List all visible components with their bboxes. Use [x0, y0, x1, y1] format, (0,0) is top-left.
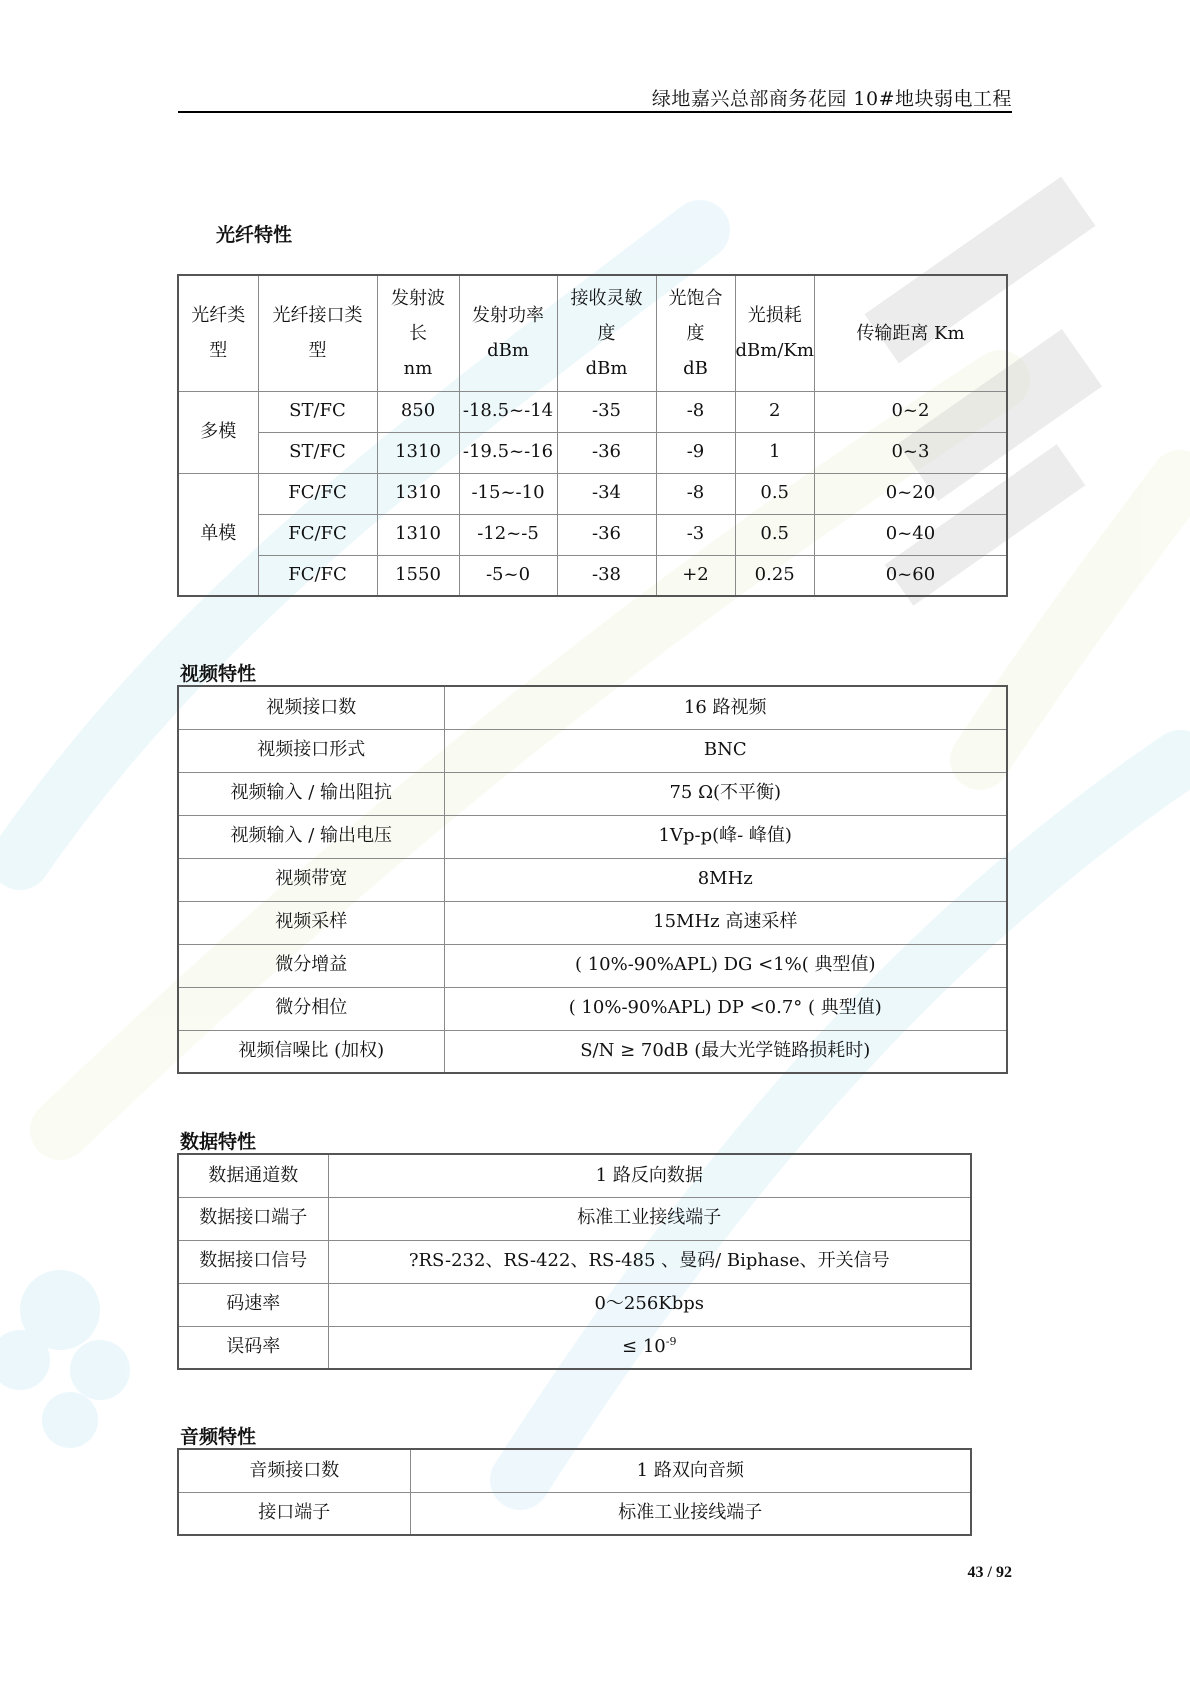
fiber-header-line: 光纤接口类: [272, 305, 363, 327]
fiber-header-line: 传输距离 Km: [856, 322, 965, 344]
fiber-value-cell: -12~-5: [459, 514, 557, 555]
spec-value-cell: 16 路视频: [444, 686, 1007, 729]
spec-value-cell: 1 路反向数据: [328, 1154, 971, 1197]
fiber-type-cell: 单模: [178, 473, 258, 596]
fiber-header-row: [178, 275, 1007, 391]
spec-label-cell: 视频输入 / 输出电压: [178, 815, 444, 858]
table-row: [178, 1030, 1007, 1073]
fiber-value-cell: -19.5~-16: [459, 432, 557, 473]
spec-value-cell: 8MHz: [444, 858, 1007, 901]
fiber-value-cell: -15~-10: [459, 473, 557, 514]
fiber-value-cell: -8: [656, 473, 735, 514]
spec-label-cell: 视频接口数: [178, 686, 444, 729]
spec-value-cell: BNC: [444, 729, 1007, 772]
fiber-value-cell: -36: [557, 514, 656, 555]
spec-value-cell: 标准工业接线端子: [328, 1197, 971, 1240]
fiber-header-line: dB: [683, 357, 708, 379]
spec-label-cell: 接口端子: [178, 1492, 410, 1535]
table-row: [178, 1240, 971, 1283]
table-row: [178, 1154, 971, 1197]
fiber-value-cell: -9: [656, 432, 735, 473]
fiber-value-cell: -35: [557, 391, 656, 432]
fiber-value-cell: 0.5: [735, 473, 814, 514]
fiber-section-title: 光纤特性: [216, 224, 293, 246]
fiber-header-line: 发射功率: [472, 305, 544, 327]
spec-label-cell: 数据接口端子: [178, 1197, 328, 1240]
fiber-value-cell: -38: [557, 555, 656, 596]
fiber-header-line: 型: [209, 340, 228, 362]
spec-value-cell: 1 路双向音频: [410, 1449, 971, 1492]
fiber-value-cell: -8: [656, 391, 735, 432]
fiber-value-cell: -36: [557, 432, 656, 473]
page-number: 43 / 92: [967, 1564, 1012, 1581]
table-row: [178, 1283, 971, 1326]
ber-exponent: -9: [665, 1335, 677, 1349]
spec-label-cell: 视频采样: [178, 901, 444, 944]
fiber-value-cell: 1310: [377, 432, 459, 473]
fiber-value-cell: 0~20: [814, 473, 1007, 514]
fiber-value-cell: 0~2: [814, 391, 1007, 432]
spec-value-cell: S/N ≥ 70dB (最大光学链路损耗时): [444, 1030, 1007, 1073]
spec-value-cell: [328, 1326, 971, 1369]
fiber-header-line: dBm: [487, 340, 529, 362]
table-row: [178, 858, 1007, 901]
audio-spec-table: [177, 1448, 972, 1536]
spec-label-cell: 微分增益: [178, 944, 444, 987]
spec-value-cell: ( 10%-90%APL) DP <0.7° ( 典型值): [444, 987, 1007, 1030]
spec-label-cell: 数据通道数: [178, 1154, 328, 1197]
table-row: [178, 901, 1007, 944]
fiber-value-cell: 1550: [377, 555, 459, 596]
fiber-header-cell: [258, 275, 377, 391]
fiber-value-cell: FC/FC: [258, 473, 377, 514]
video-section-title: 视频特性: [180, 663, 257, 685]
fiber-header-line: 长: [409, 322, 427, 344]
spec-value-cell: 标准工业接线端子: [410, 1492, 971, 1535]
fiber-value-cell: 0~40: [814, 514, 1007, 555]
table-row: [178, 1326, 971, 1369]
fiber-header-line: nm: [403, 357, 433, 379]
table-row: [178, 944, 1007, 987]
fiber-header-line: 光损耗: [747, 305, 802, 327]
fiber-header-cell: [178, 275, 258, 391]
fiber-value-cell: FC/FC: [258, 555, 377, 596]
fiber-value-cell: -18.5~-14: [459, 391, 557, 432]
spec-label-cell: 视频带宽: [178, 858, 444, 901]
spec-value-cell: 0～256Kbps: [328, 1283, 971, 1326]
fiber-value-cell: 1: [735, 432, 814, 473]
table-row: [178, 514, 1007, 555]
table-row: [178, 1492, 971, 1535]
spec-label-cell: 数据接口信号: [178, 1240, 328, 1283]
fiber-value-cell: 0.25: [735, 555, 814, 596]
fiber-value-cell: 0~60: [814, 555, 1007, 596]
table-row: [178, 815, 1007, 858]
spec-label-cell: 视频接口形式: [178, 729, 444, 772]
fiber-value-cell: ST/FC: [258, 432, 377, 473]
fiber-type-cell: 多模: [178, 391, 258, 473]
spec-label-cell: 视频信噪比 (加权): [178, 1030, 444, 1073]
fiber-header-line: 度: [686, 322, 705, 344]
spec-value-cell: 75 Ω(不平衡): [444, 772, 1007, 815]
fiber-header-line: 光纤类: [191, 305, 246, 327]
fiber-header-line: 型: [308, 340, 327, 362]
table-row: [178, 391, 1007, 432]
spec-label-cell: 误码率: [178, 1326, 328, 1369]
table-row: [178, 1449, 971, 1492]
fiber-value-cell: 1310: [377, 473, 459, 514]
data-section-title: 数据特性: [180, 1131, 257, 1153]
fiber-value-cell: -34: [557, 473, 656, 514]
fiber-value-cell: -3: [656, 514, 735, 555]
fiber-value-cell: 0.5: [735, 514, 814, 555]
table-row: [178, 432, 1007, 473]
fiber-header-line: dBm: [585, 357, 628, 379]
spec-value-cell: ( 10%-90%APL) DG <1%( 典型值): [444, 944, 1007, 987]
fiber-value-cell: 0~3: [814, 432, 1007, 473]
fiber-header-cell: [656, 275, 735, 391]
fiber-header-line: 发射波: [391, 287, 445, 309]
fiber-value-cell: ST/FC: [258, 391, 377, 432]
table-row: [178, 473, 1007, 514]
fiber-value-cell: 1310: [377, 514, 459, 555]
fiber-header-line: 光饱合: [668, 287, 723, 309]
spec-value-cell: 15MHz 高速采样: [444, 901, 1007, 944]
fiber-value-cell: +2: [656, 555, 735, 596]
fiber-value-cell: 850: [377, 391, 459, 432]
fiber-header-cell: [814, 275, 1007, 391]
data-spec-table: [177, 1153, 972, 1370]
fiber-header-cell: [377, 275, 459, 391]
spec-label-cell: 微分相位: [178, 987, 444, 1030]
table-row: [178, 1197, 971, 1240]
fiber-header-cell: [459, 275, 557, 391]
table-row: [178, 729, 1007, 772]
ber-value: ≤ 10: [622, 1336, 666, 1358]
spec-label-cell: 视频输入 / 输出阻抗: [178, 772, 444, 815]
table-row: [178, 987, 1007, 1030]
table-row: [178, 686, 1007, 729]
fiber-header-line: dBm/Km: [735, 340, 814, 362]
spec-value-cell: ?RS-232、RS-422、RS-485 、曼码/ Biphase、开关信号: [328, 1240, 971, 1283]
spec-value-cell: 1Vp-p(峰- 峰值): [444, 815, 1007, 858]
fiber-header-line: 度: [597, 322, 616, 344]
table-row: [178, 555, 1007, 596]
spec-label-cell: 码速率: [178, 1283, 328, 1326]
fiber-header-cell: [735, 275, 814, 391]
document-header-title: 绿地嘉兴总部商务花园 10#地块弱电工程: [651, 88, 1012, 110]
fiber-value-cell: 2: [735, 391, 814, 432]
header-divider: [178, 111, 1012, 113]
video-spec-table: [177, 685, 1008, 1074]
audio-section-title: 音频特性: [180, 1426, 257, 1448]
fiber-spec-table: [177, 274, 1008, 597]
fiber-value-cell: -5~0: [459, 555, 557, 596]
table-row: [178, 772, 1007, 815]
fiber-header-cell: [557, 275, 656, 391]
fiber-value-cell: FC/FC: [258, 514, 377, 555]
spec-label-cell: 音频接口数: [178, 1449, 410, 1492]
fiber-header-line: 接收灵敏: [570, 287, 643, 309]
